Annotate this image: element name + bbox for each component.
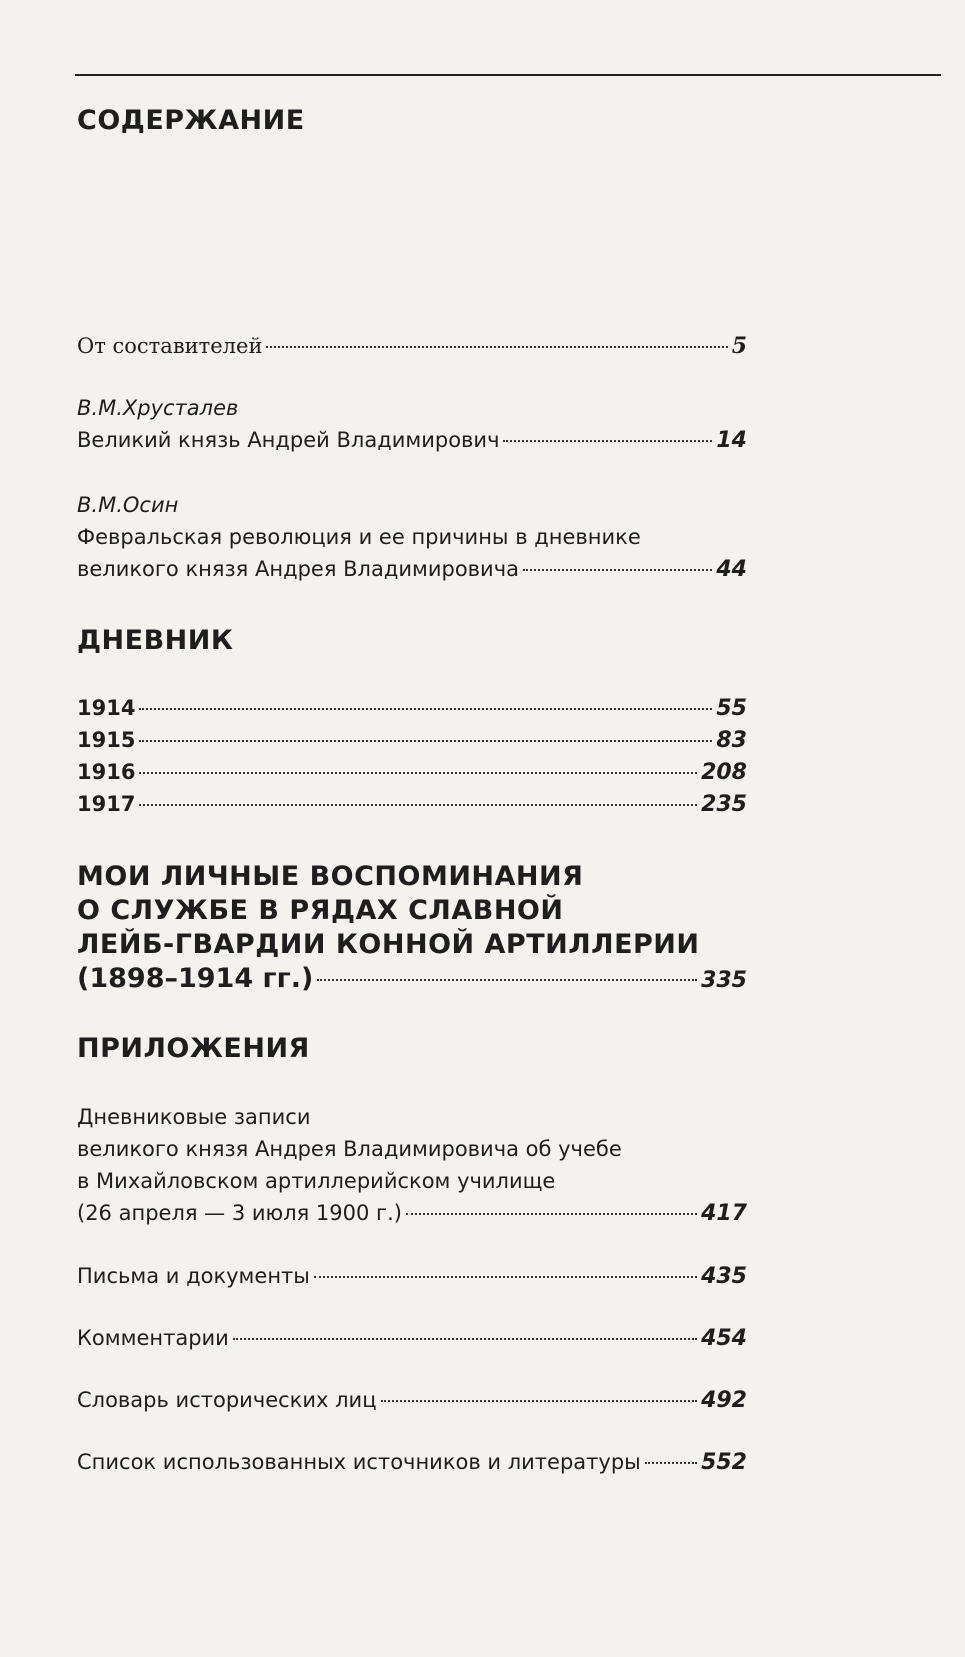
toc-entry-dictionary[interactable] [77,1384,747,1417]
toc-entry-title-line: великого князя Андрея Владимировича об учебе [77,1137,622,1161]
essay-author: В.М.Хрусталев [77,396,239,420]
toc-entry-title: (1898–1914 гг.) [77,963,314,994]
toc-entry-page: 83 [716,728,747,753]
toc-entry-memoirs[interactable] [77,962,747,998]
toc-entry-page: 417 [701,1201,747,1226]
dot-leader [139,804,697,806]
toc-entry-title: Великий князь Андрей Владимирович [77,428,500,452]
header-rule [75,74,941,76]
toc-entry-title: Письма и документы [77,1264,310,1288]
toc-entry-intro[interactable] [77,330,747,362]
toc-entry-page: 44 [716,557,747,582]
dot-leader [317,979,697,981]
toc-entry-title: Словарь исторических лиц [77,1388,377,1412]
toc-entry-year[interactable] [77,692,747,725]
memoirs-heading-line: ЛЕЙБ-ГВАРДИИ КОННОЙ АРТИЛЛЕРИИ [77,929,700,960]
dot-leader [645,1462,697,1464]
dot-leader [266,346,727,348]
toc-entry-year[interactable] [77,724,747,757]
dot-leader [139,772,697,774]
toc-entry-title: 1916 [77,760,136,784]
essay-author: В.М.Осин [77,493,179,517]
diary-heading: ДНЕВНИК [77,625,234,656]
dot-leader [233,1338,697,1340]
toc-entry-page: 14 [716,428,747,453]
toc-entry-title-line: Февральская революция и ее причины в дневнике [77,525,641,549]
toc-entry-page: 55 [716,696,747,721]
toc-entry-sources[interactable] [77,1446,747,1479]
appendices-heading: ПРИЛОЖЕНИЯ [77,1033,310,1064]
dot-leader [523,569,712,571]
toc-entry-title: От составителей [77,334,263,358]
contents-heading: СОДЕРЖАНИЕ [77,105,305,136]
toc-entry-year[interactable] [77,756,747,789]
toc-entry-title-line: Дневниковые записи [77,1105,311,1129]
dot-leader [139,740,712,742]
dot-leader [139,708,712,710]
toc-entry-page: 5 [731,333,747,359]
toc-entry-title: 1917 [77,792,136,816]
toc-entry-title: (26 апреля — 3 июля 1900 г.) [77,1201,402,1225]
toc-entry-diary-notes[interactable] [77,1197,747,1230]
toc-entry-page: 454 [701,1326,747,1351]
toc-entry-essay-1[interactable] [77,424,747,457]
dot-leader [314,1276,697,1278]
toc-entry-essay-2[interactable] [77,553,747,586]
toc-entry-page: 552 [701,1450,747,1475]
toc-entry-page: 208 [701,760,747,785]
dot-leader [406,1213,697,1215]
toc-entry-title: Список использованных источников и литературы [77,1450,641,1474]
toc-entry-year[interactable] [77,788,747,821]
toc-entry-letters[interactable] [77,1260,747,1293]
memoirs-heading-line: О СЛУЖБЕ В РЯДАХ СЛАВНОЙ [77,895,564,926]
dot-leader [503,440,712,442]
toc-entry-title: Комментарии [77,1326,229,1350]
toc-entry-comments[interactable] [77,1322,747,1355]
toc-entry-page: 435 [701,1264,747,1289]
toc-entry-page: 235 [701,792,747,817]
toc-entry-page: 492 [701,1388,747,1413]
toc-entry-title: 1914 [77,696,136,720]
dot-leader [381,1400,698,1402]
memoirs-heading-line: МОИ ЛИЧНЫЕ ВОСПОМИНАНИЯ [77,861,584,892]
toc-entry-title: великого князя Андрея Владимировича [77,557,519,581]
toc-entry-page: 335 [701,968,747,993]
toc-entry-title-line: в Михайловском артиллерийском училище [77,1169,556,1193]
toc-entry-title: 1915 [77,728,136,752]
